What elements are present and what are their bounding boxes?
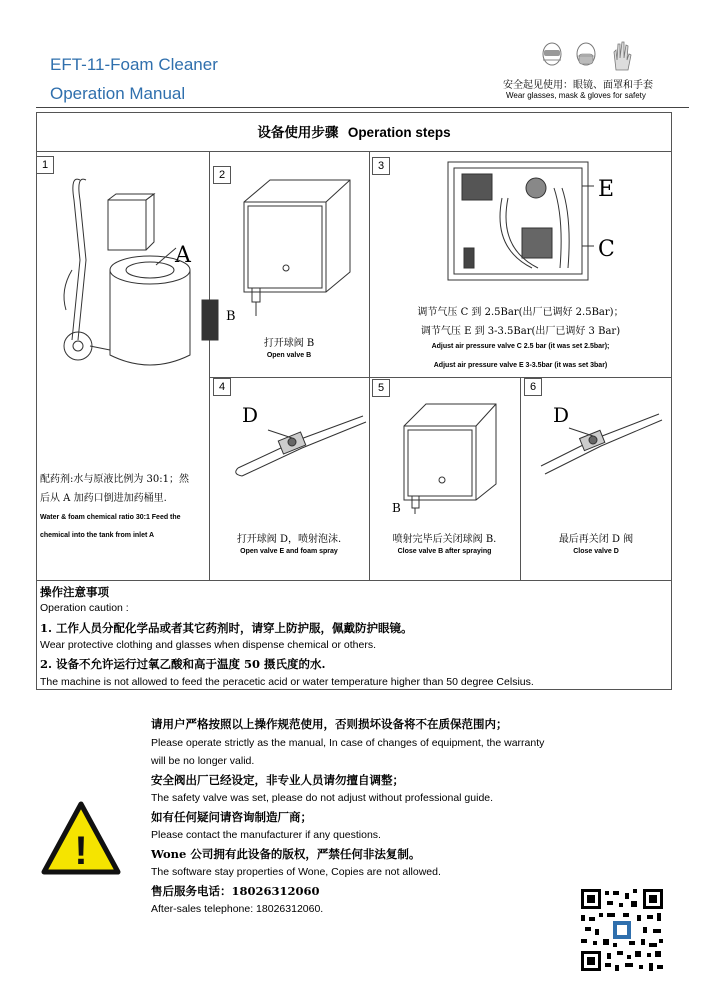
notice3-cn: 如有任何疑问请咨询制造厂商； bbox=[151, 810, 312, 824]
step4-en: Open valve E and foam spray bbox=[240, 548, 338, 555]
step4-cn: 打开球阀 D，喷射泡沫. bbox=[236, 534, 342, 545]
notice5-cn: 售后服务电话：18026312060 bbox=[151, 884, 320, 898]
step6-label-D: D bbox=[553, 403, 570, 427]
caution-title-cn: 操作注意事项 bbox=[40, 585, 109, 599]
notice2-en: The safety valve was set, please do not adjust without professional guide. bbox=[151, 792, 494, 804]
cabinet-illustration bbox=[226, 172, 360, 324]
header-divider bbox=[36, 107, 689, 108]
step1-cn-line2: 后从 A 加药口倒进加药桶里. bbox=[40, 493, 167, 504]
step-number-5: 5 bbox=[372, 379, 390, 397]
caution-item2-en: The machine is not allowed to feed the peracetic acid or water temperature higher than 50 degree Celsius. bbox=[40, 676, 534, 688]
notice1-en-a: Please operate strictly as the manual, In case of changes of equipment, the warranty bbox=[151, 737, 545, 749]
step6-cn: 最后再关闭 D 阀 bbox=[558, 534, 634, 545]
step1-en-line1: Water & foam chemical ratio 30:1 Feed the bbox=[40, 514, 181, 521]
manual-title: EFT-11-Foam Cleaner bbox=[50, 55, 218, 74]
caution-item1-cn: 1. 工作人员分配化学品或者其它药剂时，请穿上防护服，佩戴防护眼镜。 bbox=[40, 621, 413, 635]
caution-item2-cn: 2. 设备不允许运行过氧乙酸和高于温度 50 摄氏度的水. bbox=[40, 657, 326, 671]
step3-label-E: E bbox=[598, 177, 615, 202]
step4-label-D: D bbox=[242, 403, 259, 427]
step-number-1: 1 bbox=[36, 156, 54, 174]
notice1-en-b: will be no longer valid. bbox=[151, 755, 255, 767]
safety-note-en: Wear glasses, mask & gloves for safety bbox=[506, 91, 646, 100]
notice4-cn: Wone 公司拥有此设备的版权，严禁任何非法复制。 bbox=[151, 847, 421, 861]
step2-label-B: B bbox=[226, 309, 236, 324]
table-heading: 设备使用步骤 Operation steps bbox=[257, 125, 451, 141]
step3-en-line2: Adjust air pressure valve E 3-3.5bar (it was set 3bar) bbox=[433, 362, 608, 369]
step3-label-C: C bbox=[598, 237, 615, 262]
grid-line bbox=[36, 151, 672, 152]
glove-icon bbox=[614, 42, 631, 70]
step1-en-line2: chemical into the tank from inlet A bbox=[40, 532, 155, 539]
notice2-cn: 安全阀出厂已经设定，非专业人员请勿擅自调整； bbox=[151, 773, 404, 787]
step3-cn-line1: 调节气压 C 到 2.5Bar(出厂已调好 2.5Bar)； bbox=[417, 307, 624, 318]
goggles-icon bbox=[543, 43, 561, 65]
spray-valve-illustration bbox=[228, 400, 368, 490]
notice5-en: After-sales telephone: 18026312060. bbox=[151, 903, 324, 915]
step5-en: Close valve B after spraying bbox=[397, 548, 492, 555]
step6-en: Close valve D bbox=[573, 548, 619, 555]
notice4-en: The software stay properties of Wone, Copies are not allowed. bbox=[151, 866, 441, 878]
step1-cn bbox=[40, 470, 189, 508]
step-number-4: 4 bbox=[213, 378, 231, 396]
grid-line bbox=[209, 377, 672, 378]
foam-cleaner-illustration bbox=[50, 160, 210, 375]
caution-item1-en: Wear protective clothing and glasses when dispense chemical or others. bbox=[40, 639, 376, 651]
cabinet-interior-illustration bbox=[442, 158, 622, 288]
step-number-6: 6 bbox=[524, 378, 542, 396]
step1-en bbox=[40, 509, 181, 545]
spray-valve-close-illustration bbox=[535, 400, 665, 485]
cabinet-close-illustration bbox=[390, 400, 505, 518]
step5-label-B: B bbox=[392, 501, 401, 515]
step-number-3: 3 bbox=[372, 157, 390, 175]
step1-cn-line1: 配药剂:水与原液比例为 30:1；然 bbox=[40, 474, 190, 485]
step2-cn: 打开球阀 B bbox=[263, 338, 315, 349]
step3-cn-line2: 调节气压 E 到 3-3.5Bar(出厂已调好 3 Bar) bbox=[420, 326, 621, 337]
step1-label-A: A bbox=[175, 243, 191, 268]
mask-icon bbox=[577, 43, 595, 65]
caution-title-en: Operation caution : bbox=[40, 602, 129, 614]
notice1-cn: 请用户严格按照以上操作规范使用，否则损坏设备将不在质保范围内； bbox=[151, 717, 508, 731]
step-number-2: 2 bbox=[213, 166, 231, 184]
step5-cn: 喷射完毕后关闭球阀 B. bbox=[392, 534, 497, 545]
notice3-en: Please contact the manufacturer if any questions. bbox=[151, 829, 381, 841]
qr-code-icon bbox=[579, 887, 665, 973]
manual-subtitle: Operation Manual bbox=[50, 84, 186, 103]
step3-en-line1: Adjust air pressure valve C 2.5 bar (it was set 2.5bar); bbox=[431, 343, 610, 350]
warning-triangle-icon bbox=[40, 800, 122, 876]
warning-symbol: ! bbox=[74, 829, 88, 873]
grid-line bbox=[36, 580, 672, 581]
safety-icons bbox=[540, 40, 630, 74]
safety-note-cn: 安全起见使用：眼镜、面罩和手套 bbox=[503, 80, 653, 91]
step2-en: Open valve B bbox=[266, 352, 312, 359]
